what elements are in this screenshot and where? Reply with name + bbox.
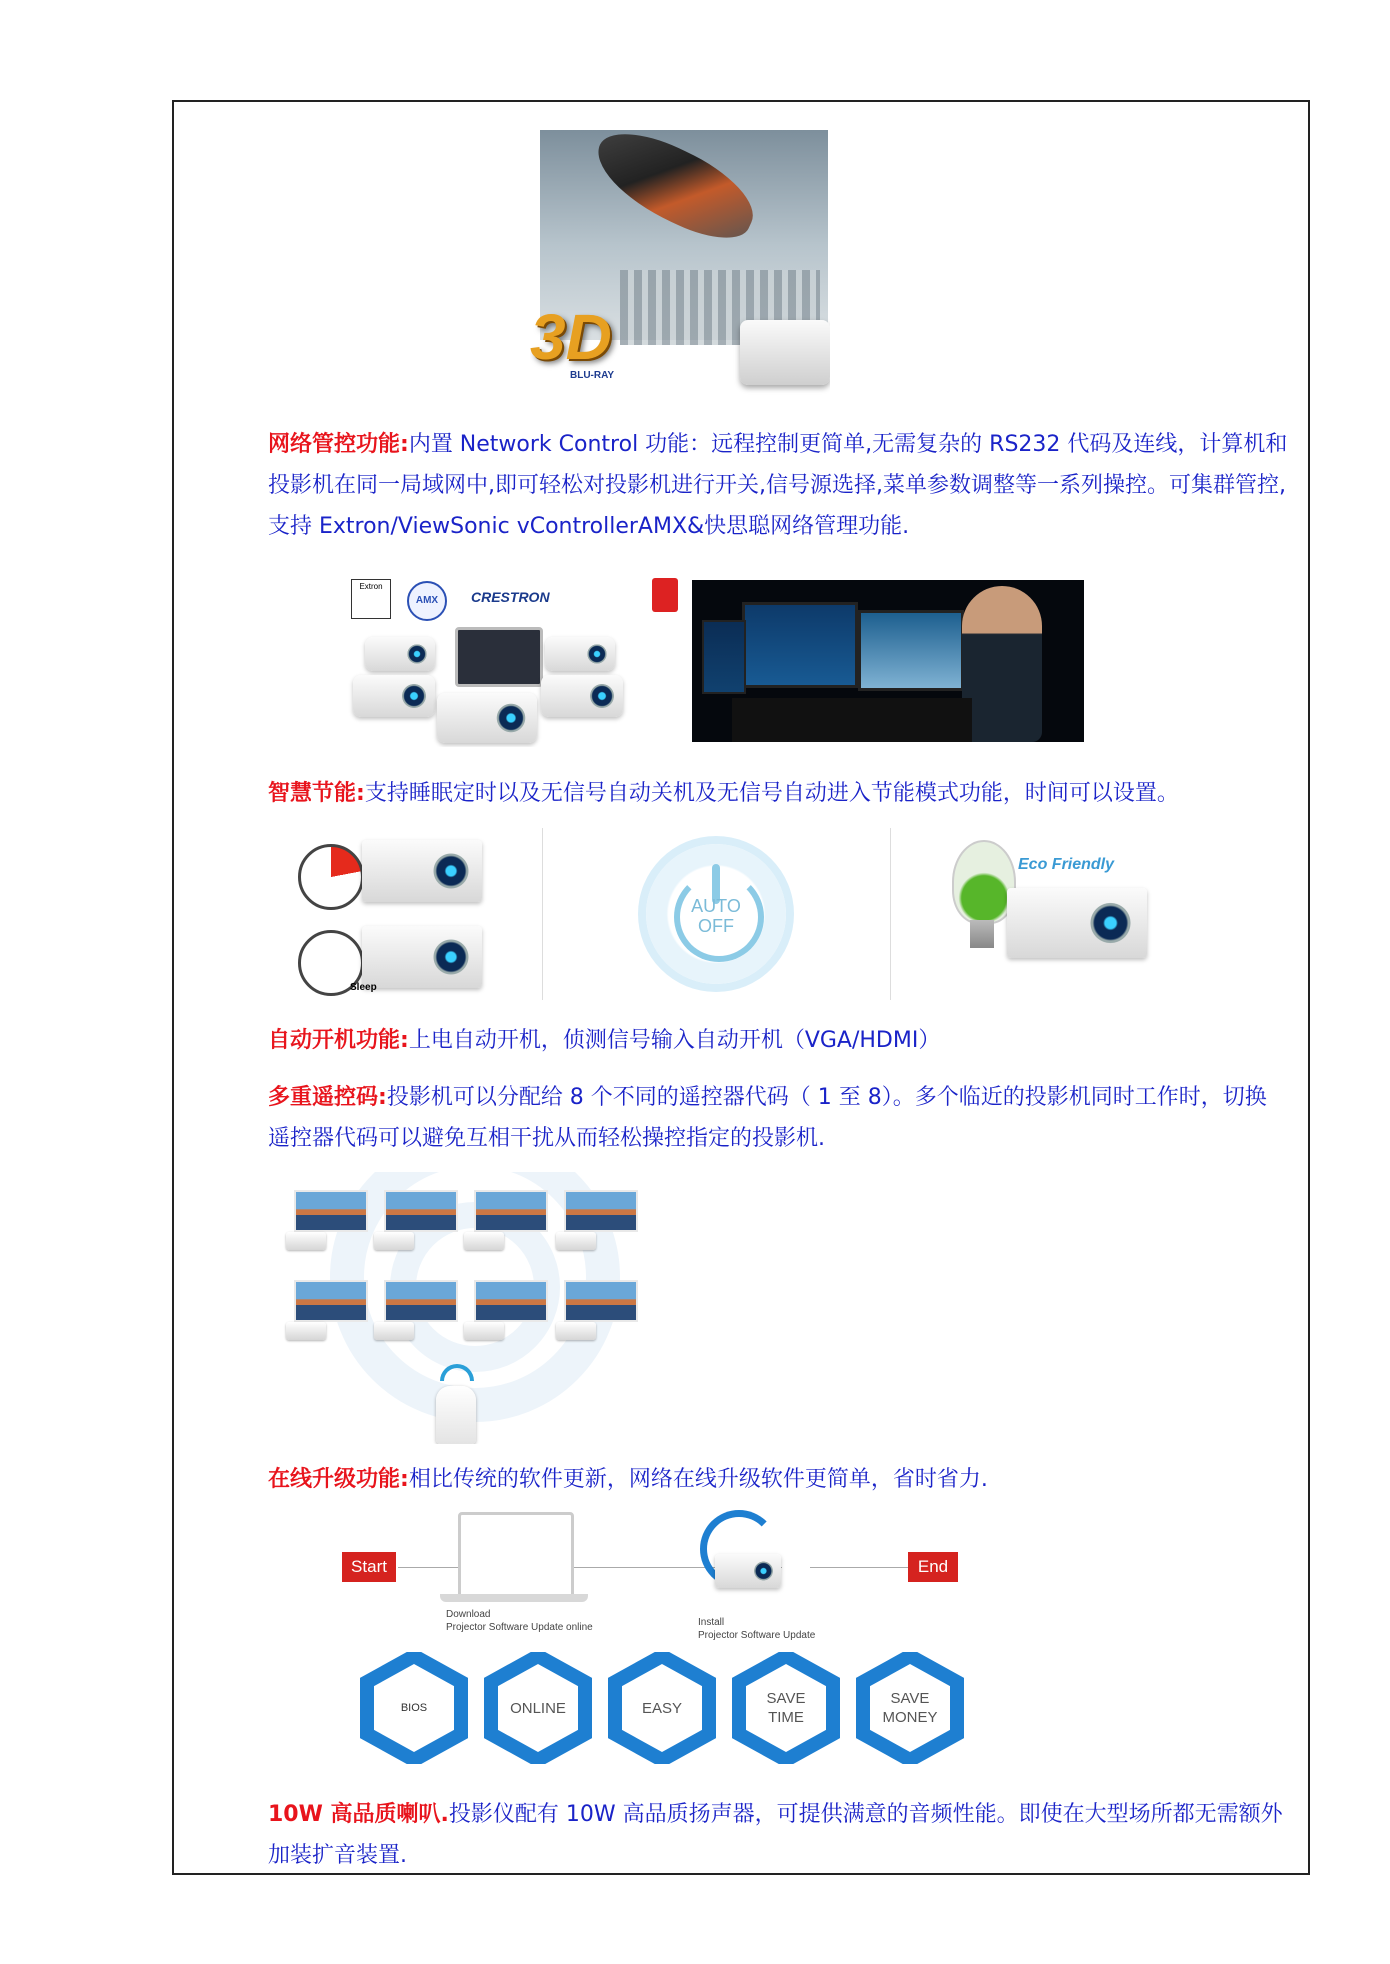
hex-label: ONLINE — [510, 1699, 566, 1717]
network-paragraph — [268, 424, 1288, 547]
speaker-heading: 10W 高品质喇叭. — [268, 1802, 449, 1827]
divider — [542, 828, 543, 1000]
auto-off-label: AUTO OFF — [691, 896, 741, 936]
energy-text: 支持睡眠定时以及无信号自动关机及无信号自动进入节能模式功能，时间可以设置。 — [364, 781, 1179, 806]
upgrade-heading: 在线升级功能: — [268, 1467, 409, 1492]
laptop-icon — [455, 627, 543, 687]
online-hex-icon — [482, 1652, 594, 1764]
control-room-photo — [692, 580, 1084, 742]
speaker-paragraph — [268, 1794, 1298, 1876]
network-heading: 网络管控功能: — [268, 432, 409, 457]
online-upgrade-diagram — [340, 1510, 980, 1775]
autopower-paragraph — [268, 1020, 1288, 1061]
easy-hex-icon — [606, 1652, 718, 1764]
energy-paragraph — [268, 773, 1288, 814]
auto-off-image — [546, 830, 886, 1000]
remote-heading: 多重遥控码: — [268, 1085, 387, 1110]
remote-text: 投影机可以分配给 8 个不同的遥控器代码（ 1 至 8）。多个临近的投影机同时工作时，切换遥控器代码可以避免互相干扰从而轻松操控指定的投影机. — [268, 1085, 1267, 1151]
eco-friendly-image — [932, 830, 1162, 1000]
power-icon — [646, 844, 786, 984]
install-caption: Install Projector Software Update — [698, 1617, 816, 1641]
multi-projector-remote-image — [272, 1172, 658, 1444]
hex-label: SAVE MONEY — [882, 1690, 938, 1726]
start-tag: Start — [342, 1552, 396, 1582]
hex-label: SAVE TIME — [766, 1690, 806, 1726]
upgrade-text: 相比传统的软件更新，网络在线升级软件更简单，省时省力. — [408, 1467, 988, 1492]
network-projectors-image — [345, 575, 635, 747]
remote-paragraph — [268, 1077, 1268, 1159]
bios-hex-icon — [358, 1652, 470, 1764]
hero-3d-logo: 3D — [530, 301, 612, 373]
hero-3d-image — [530, 130, 830, 398]
upgrade-paragraph — [268, 1459, 1288, 1500]
clock-icon — [298, 844, 364, 910]
autopower-text: 上电自动开机，侦测信号输入自动开机（VGA/HDMI） — [408, 1028, 941, 1053]
download-caption: Download Projector Software Update online — [446, 1609, 593, 1633]
sleep-timer-image — [290, 830, 540, 1000]
divider — [890, 828, 891, 1000]
laptop-icon — [458, 1512, 574, 1598]
save-time-hex-icon — [730, 1652, 842, 1764]
amx-logo: AMX — [407, 581, 447, 621]
crestron-logo: CRESTRON — [471, 589, 550, 605]
extron-logo: Extron — [351, 579, 391, 619]
hero-bluray-logo: BLU-RAY — [570, 370, 615, 381]
hex-label: BIOS — [400, 1701, 428, 1714]
save-money-hex-icon — [854, 1652, 966, 1764]
end-tag: End — [908, 1552, 958, 1582]
tiles-logo-icon — [652, 578, 678, 612]
speaker-text: 投影仪配有 10W 高品质扬声器，可提供满意的音频性能。即使在大型场所都无需额外加装扩音装置. — [268, 1802, 1283, 1868]
autopower-heading: 自动开机功能: — [268, 1028, 409, 1053]
remote-control-icon — [436, 1386, 476, 1444]
hex-label: EASY — [641, 1699, 683, 1717]
eco-friendly-label: Eco Friendly — [1018, 856, 1115, 873]
network-text: 内置 Network Control 功能：远程控制更简单,无需复杂的 RS232 代码及连线，计算机和投影机在同一局域网中,即可轻松对投影机进行开关,信号源选择,菜单参数调整等一系列操控。可集群管控,支持 Extron/ViewSonic vControllerAMX&快思聪网络管理功能. — [268, 432, 1288, 539]
energy-heading: 智慧节能: — [268, 781, 365, 806]
sleep-label: Sleep — [350, 982, 377, 993]
